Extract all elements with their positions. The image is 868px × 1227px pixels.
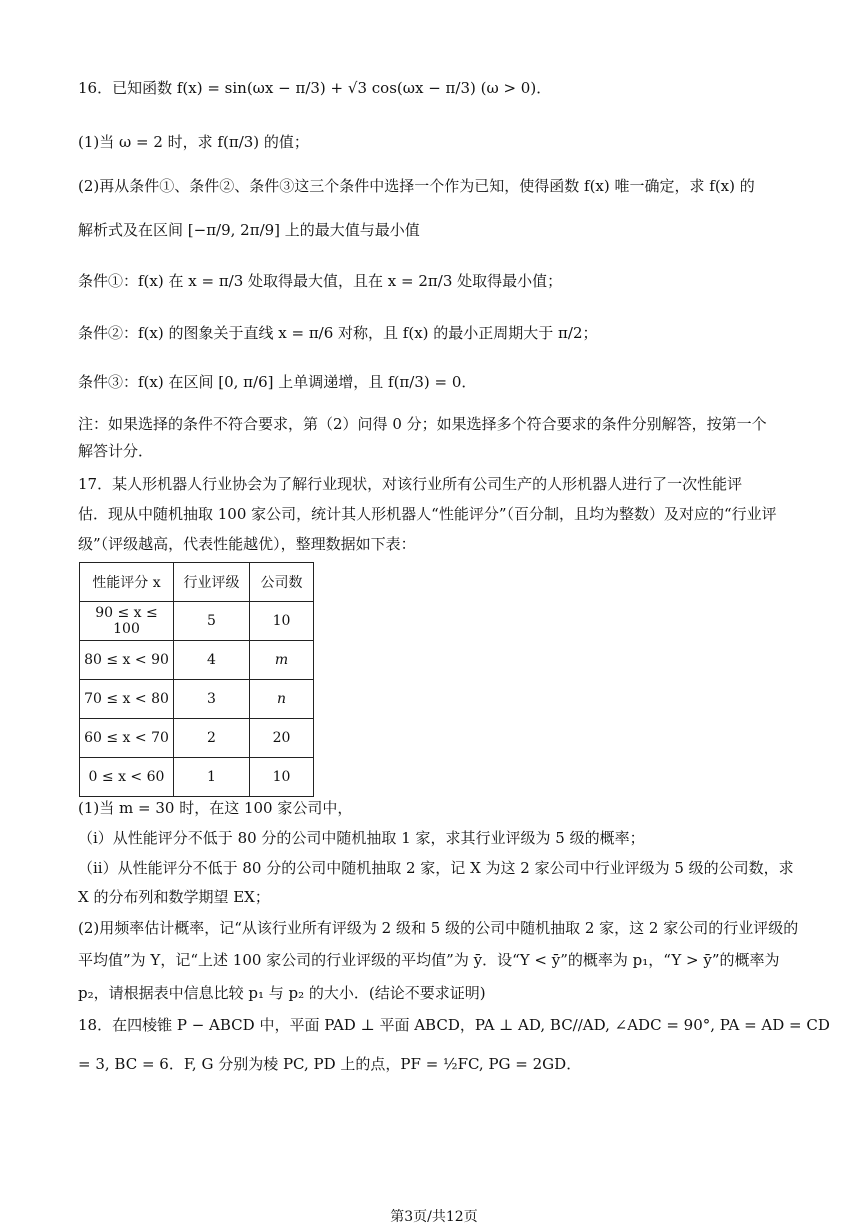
q17-stem-line3: 级”（评级越高，代表性能越优），整理数据如下表：: [78, 535, 416, 553]
q17-stem-line1: 17．某人形机器人行业协会为了解行业现状，对该行业所有公司生产的人形机器人进行了一次性能评: [78, 475, 743, 493]
q18-stem-line2: = 3, BC = 6．F, G 分别为棱 PC, PD 上的点，PF = ½FC, PG = 2GD．: [78, 1055, 582, 1073]
table-row: [80, 602, 314, 641]
q18-stem-line1: 18．在四棱锥 P − ABCD 中，平面 PAD ⊥ 平面 ABCD，PA ⊥ AD, BC//AD, ∠ADC = 90°, PA = AD = CD: [78, 1016, 830, 1034]
table-cell: 20: [250, 719, 314, 758]
q16-condition-2: 条件②：f(x) 的图象关于直线 x = π/6 对称，且 f(x) 的最小正周期大于 π/2；: [78, 324, 598, 342]
table-cell: 3: [174, 680, 250, 719]
q16-note-line2: 解答计分．: [78, 442, 154, 460]
q17-part1-ii-line1: （ii）从性能评分不低于 80 分的公司中随机抽取 2 家，记 X 为这 2 家公司中行业评级为 5 级的公司数，求: [78, 859, 794, 877]
q17-part2-line2: 平均值”为 Y，记“上述 100 家公司的行业评级的平均值”为 ȳ．设“Y < ȳ”的概率为 p₁，“Y > ȳ”的概率为: [78, 951, 780, 969]
q17-part2-line1: (2)用频率估计概率，记“从该行业所有评级为 2 级和 5 级的公司中随机抽取 2 家，这 2 家公司的行业评级的: [78, 919, 799, 937]
table-cell: 1: [174, 758, 250, 797]
q16-part2-line2: 解析式及在区间 [−π/9, 2π/9] 上的最大值与最小值: [78, 221, 420, 239]
q17-part1-ii-line2: X 的分布列和数学期望 EX；: [78, 888, 270, 906]
q16-note-line1: 注：如果选择的条件不符合要求，第（2）问得 0 分；如果选择多个符合要求的条件分别解答，按第一个: [78, 415, 767, 433]
rating-table: [79, 562, 314, 797]
table-cell: n: [250, 680, 314, 719]
table-cell: 80 ≤ x < 90: [80, 641, 174, 680]
table-row: [80, 641, 314, 680]
table-row: [80, 758, 314, 797]
q16-part1: (1)当 ω = 2 时，求 f(π/3) 的值；: [78, 133, 309, 151]
q16-part2-line1: (2)再从条件①、条件②、条件③这三个条件中选择一个作为已知，使得函数 f(x) 唯一确定，求 f(x) 的: [78, 177, 755, 195]
table-row: [80, 719, 314, 758]
q16-condition-1: 条件①：f(x) 在 x = π/3 处取得最大值，且在 x = 2π/3 处取得最小值；: [78, 272, 563, 290]
table-cell: 4: [174, 641, 250, 680]
table-cell: 60 ≤ x < 70: [80, 719, 174, 758]
table-cell: 2: [174, 719, 250, 758]
q16-condition-3: 条件③：f(x) 在区间 [0, π/6] 上单调递增，且 f(π/3) = 0．: [78, 373, 477, 391]
q17-part1-i: （i）从性能评分不低于 80 分的公司中随机抽取 1 家，求其行业评级为 5 级的概率；: [78, 829, 645, 847]
q17-part2-line3: p₂，请根据表中信息比较 p₁ 与 p₂ 的大小．(结论不要求证明): [78, 984, 486, 1002]
table-row: [80, 680, 314, 719]
table-cell: 5: [174, 602, 250, 641]
q17-part1: (1)当 m = 30 时，在这 100 家公司中，: [78, 799, 353, 817]
table-cell: 90 ≤ x ≤ 100: [80, 602, 174, 641]
table-cell: 10: [250, 758, 314, 797]
table-cell: m: [250, 641, 314, 680]
q16-stem: 16．已知函数 f(x) = sin(ωx − π/3) + √3 cos(ωx − π/3) (ω > 0)．: [78, 79, 552, 97]
table-header-cell: 性能评分 x: [80, 563, 174, 602]
table-cell: 0 ≤ x < 60: [80, 758, 174, 797]
table-header-cell: 公司数: [250, 563, 314, 602]
table-header-row: [80, 563, 314, 602]
table-cell: 10: [250, 602, 314, 641]
table-cell: 70 ≤ x < 80: [80, 680, 174, 719]
q17-stem-line2: 估．现从中随机抽取 100 家公司，统计其人形机器人“性能评分”（百分制，且均为整数）及对应的“行业评: [78, 505, 777, 523]
page-number: 第3页/共12页: [390, 1209, 478, 1225]
table-header-cell: 行业评级: [174, 563, 250, 602]
